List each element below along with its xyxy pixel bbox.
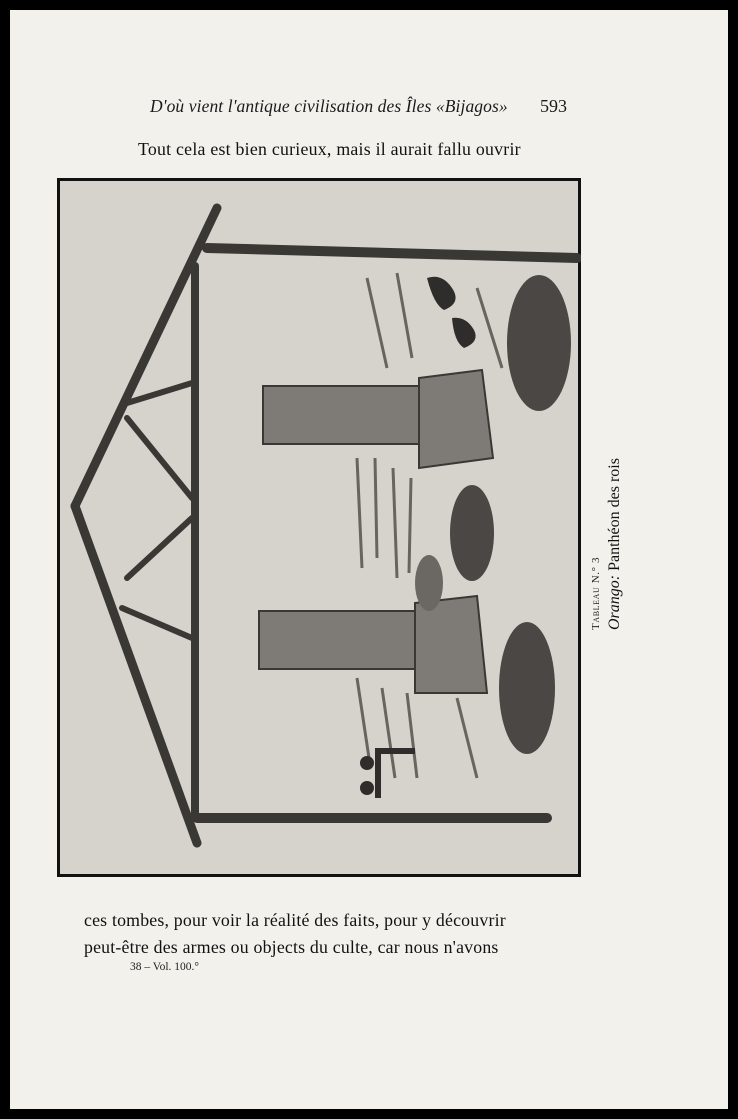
book-page (10, 10, 728, 1109)
illustration-plate (57, 178, 581, 877)
signature-mark: 38 – Vol. 100.° (130, 961, 200, 973)
body-text-line-1: Tout cela est bien curieux, mais il aurait fallu ouvrir (138, 139, 521, 159)
running-title: D'où vient l'antique civilisation des Îles «Bijagos» (150, 96, 508, 116)
body-text-line-2: ces tombes, pour voir la réalité des faits, pour y découvrir (84, 910, 506, 930)
plate-title (606, 458, 624, 630)
body-text-line-3: peut-être des armes ou objects du culte, car nous n'avons (84, 937, 499, 957)
pantheon-drawing (57, 178, 581, 877)
plate-caption (590, 458, 624, 630)
page-number: 593 (540, 96, 567, 116)
plate-subject: Panthéon des rois (606, 458, 623, 571)
plate-place: Orango: (606, 574, 623, 630)
plate-number: Tableau N.° 3 (590, 556, 602, 630)
